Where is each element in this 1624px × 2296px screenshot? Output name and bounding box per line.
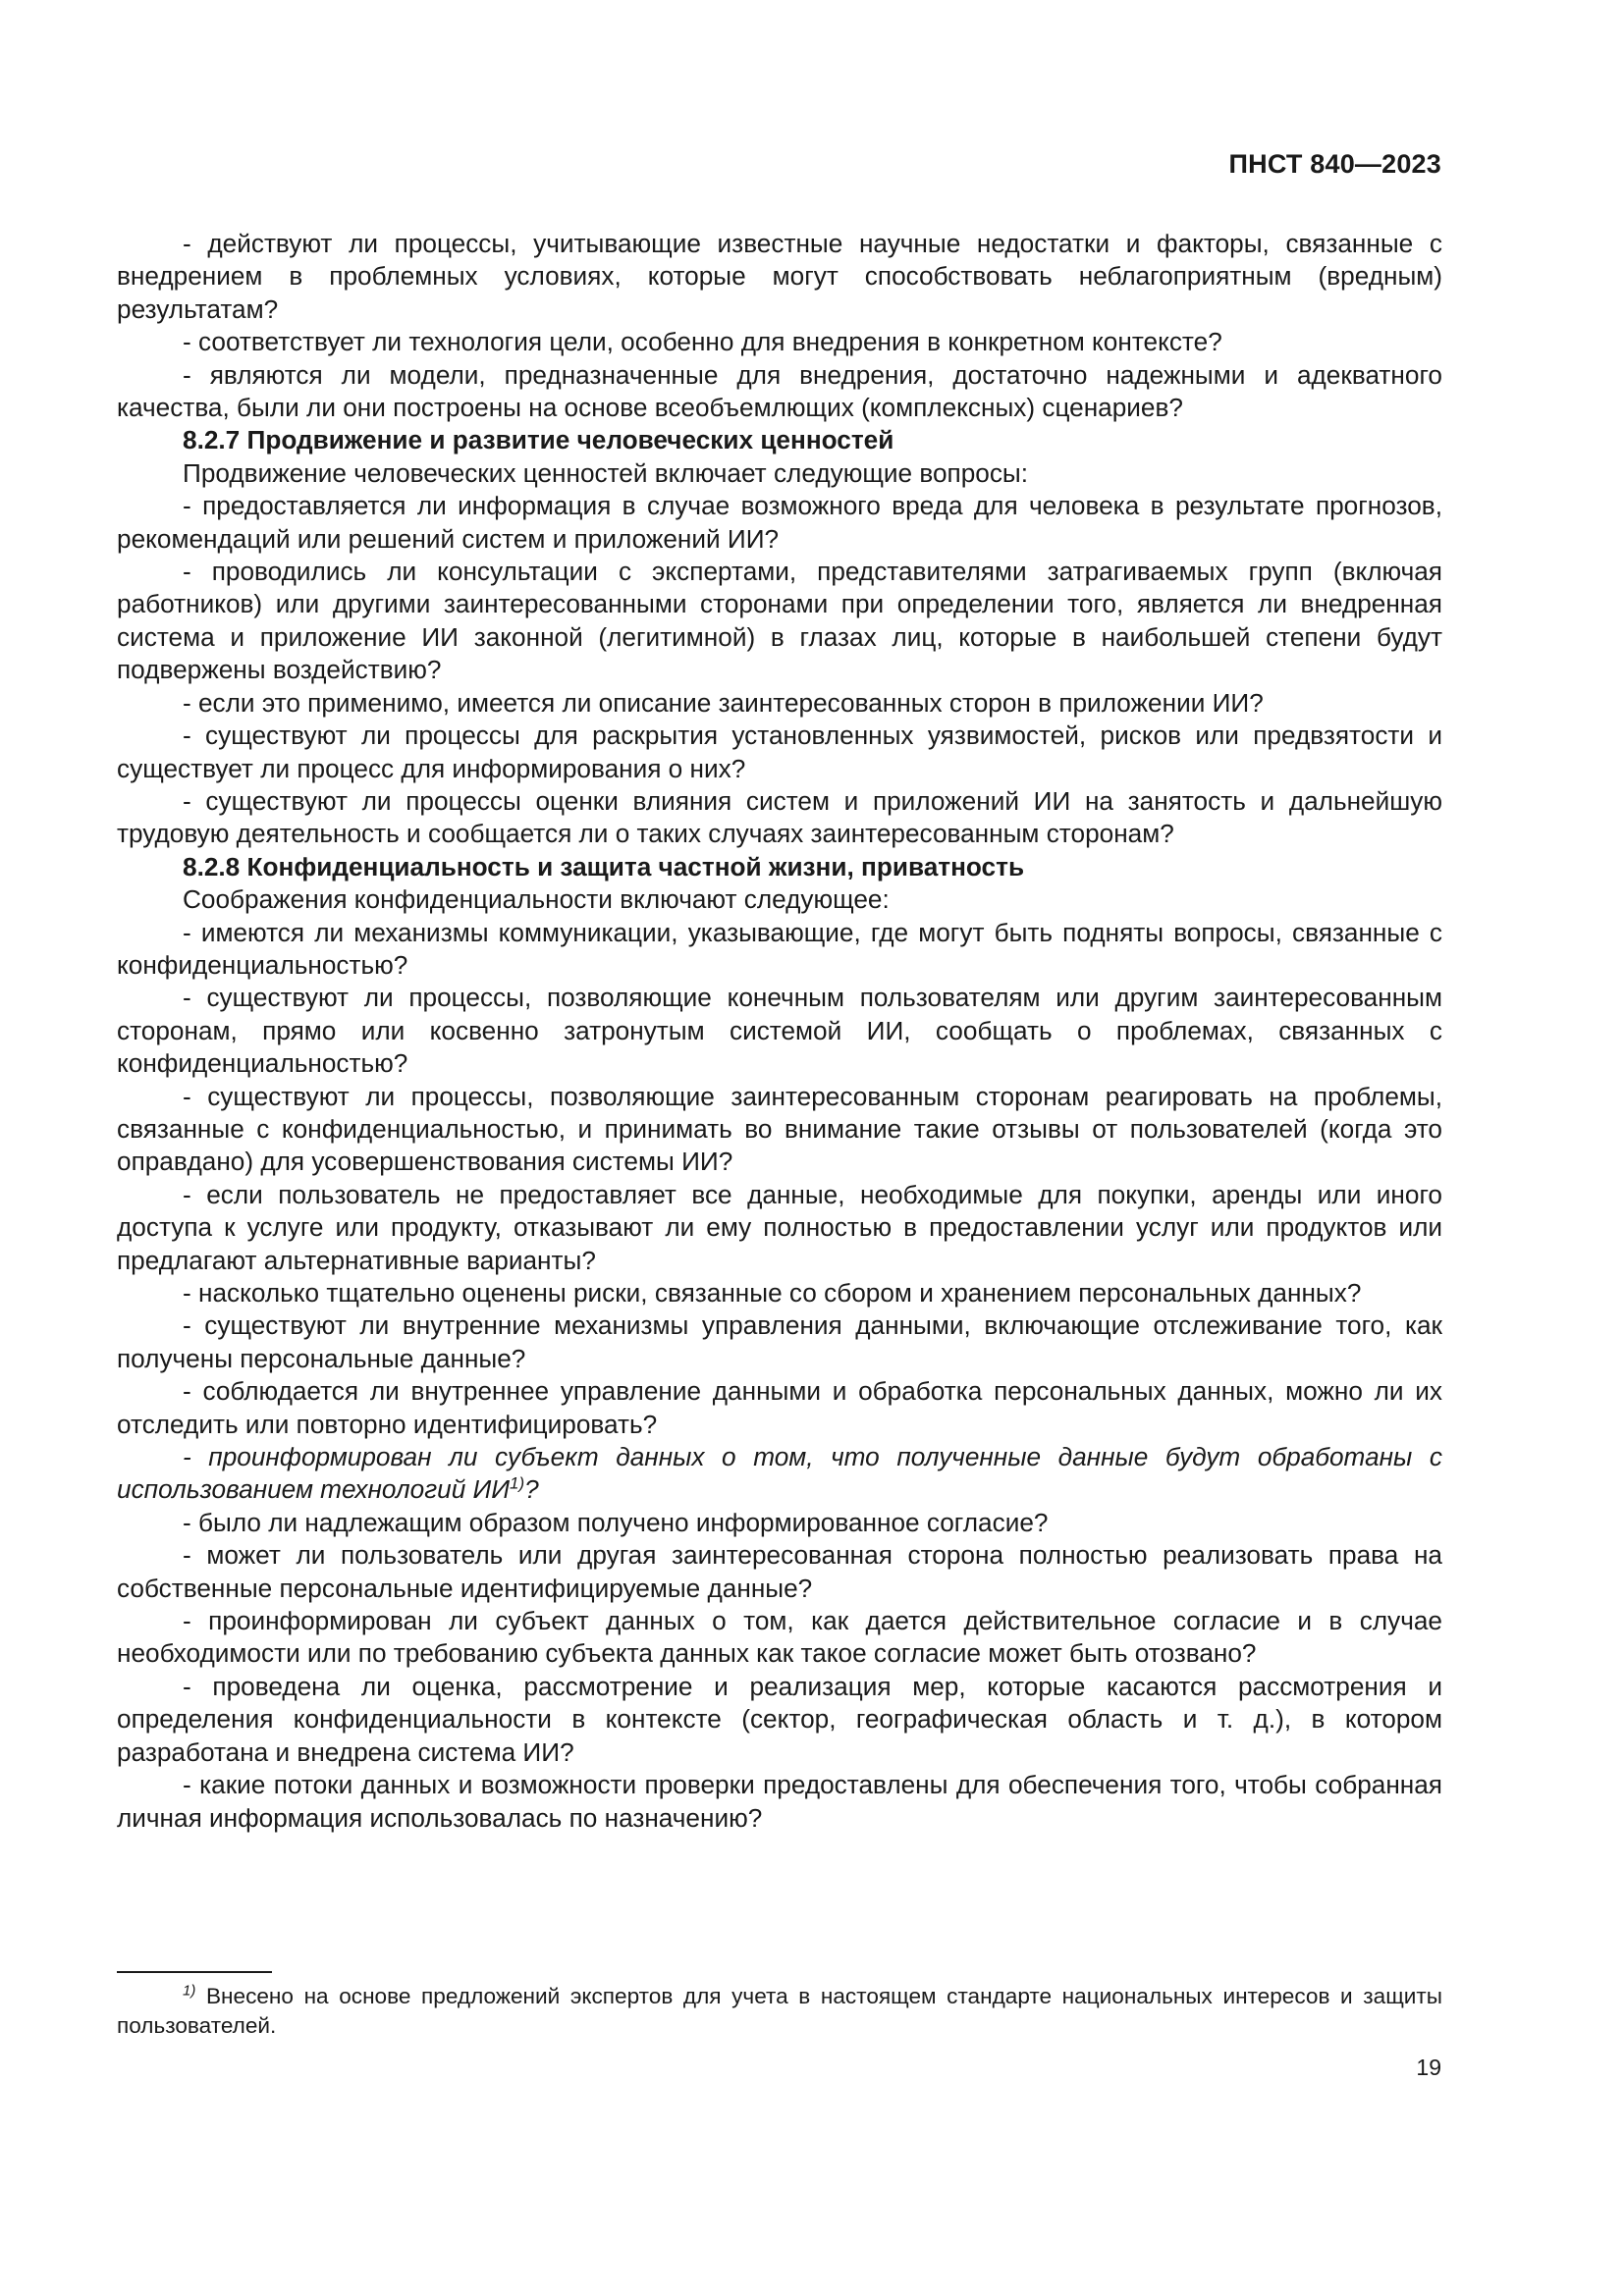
page-number: 19 xyxy=(1416,2055,1441,2080)
list-item: - существуют ли процессы для раскрытия установленных уязвимостей, рисков или предвзятости и существует ли процесс для информирования о них? xyxy=(117,721,1442,783)
list-item: - действуют ли процессы, учитывающие известные научные недостатки и факторы, связанные с внедрением в проблемных условиях, которые могут способствовать неблагоприятным (вредным) результатам? xyxy=(117,229,1442,324)
list-item: - проинформирован ли субъект данных о том, как дается действительное согласие и в случае необходимости или по требованию субъекта данных как такое согласие может быть отозвано? xyxy=(117,1606,1442,1669)
list-item: - проведена ли оценка, рассмотрение и реализация мер, которые касаются рассмотрения и определения конфиденциальности в контексте (сектор, географическая область и т. д.), в котором разработана и внедрена система ИИ? xyxy=(117,1671,1442,1767)
list-item: - было ли надлежащим образом получено информированное согласие? xyxy=(183,1507,1049,1537)
list-item: - если это применимо, имеется ли описание заинтересованных сторон в приложении ИИ? xyxy=(183,687,1264,718)
section-intro: Продвижение человеческих ценностей включает следующие вопросы: xyxy=(183,457,1029,488)
footnote-text: Внесено на основе предложений экспертов для учета в настоящем стандарте национальных интересов и защиты пользователей. xyxy=(117,1984,1443,2038)
list-item: - соответствует ли технология цели, особенно для внедрения в конкретном контексте? xyxy=(183,327,1222,357)
footnote xyxy=(117,1982,1442,2041)
list-item: - может ли пользователь или другая заинтересованная сторона полностью реализовать права на собственные персональные идентифицируемые данные? xyxy=(117,1540,1442,1603)
list-item: - существуют ли процессы, позволяющие конечным пользователям или другим заинтересованным сторонам, прямо или косвенно затронутым системой ИИ, сообщать о проблемах, связанных с конфиденциальностью? xyxy=(117,983,1442,1079)
list-item: - предоставляется ли информация в случае возможного вреда для человека в результате прогнозов, рекомендаций или решений систем и приложений ИИ? xyxy=(117,491,1442,554)
footnote-reference: 1) xyxy=(510,1473,525,1493)
list-item: - насколько тщательно оценены риски, связанные со сбором и хранением персональных данных? xyxy=(183,1278,1362,1308)
section-heading-8-2-7: 8.2.7 Продвижение и развитие человеческих ценностей xyxy=(183,425,894,455)
list-item: - соблюдается ли внутреннее управление данными и обработка персональных данных, можно ли их отследить или повторно идентифицировать? xyxy=(117,1376,1442,1439)
list-item: - существуют ли внутренние механизмы управления данными, включающие отслеживание того, как получены персональные данные? xyxy=(117,1310,1442,1373)
list-item: - если пользователь не предоставляет все данные, необходимые для покупки, аренды или иного доступа к услуге или продукту, отказывают ли ему полностью в предоставлении услуг или продуктов или предлагают альтернативные варианты? xyxy=(117,1179,1442,1275)
list-item: - какие потоки данных и возможности проверки предоставлены для обеспечения того, чтобы собранная личная информация использовалась по назначению? xyxy=(117,1770,1442,1833)
section-intro: Соображения конфиденциальности включают следующее: xyxy=(183,884,890,915)
list-item: - существуют ли процессы оценки влияния систем и приложений ИИ на занятость и дальнейшую трудовую деятельность и сообщается ли о таких случаях заинтересованным сторонам? xyxy=(117,785,1442,849)
section-heading-8-2-8: 8.2.8 Конфиденциальность и защита частной жизни, приватность xyxy=(183,851,1025,881)
footnote-paragraph xyxy=(117,1982,1442,2041)
main-text xyxy=(117,228,1442,1835)
list-item: - проводились ли консультации с экспертами, представителями затрагиваемых групп (включая работников) или другими заинтересованными сторонами при определении того, является ли внедренная система и приложение ИИ законной (легитимной) в глазах лиц, которые в наибольшей степени будут подвержены воздействию? xyxy=(117,557,1442,685)
document-code: ПНСТ 840—2023 xyxy=(1228,149,1441,179)
list-item: - имеются ли механизмы коммуникации, указывающие, где могут быть подняты вопросы, связанные с конфиденциальностью? xyxy=(117,917,1442,980)
list-item: - существуют ли процессы, позволяющие заинтересованным сторонам реагировать на проблемы, связанные с конфиденциальностью, и принимать во внимание такие отзывы от пользователей (когда это оправдано) для усовершенствования системы ИИ? xyxy=(117,1081,1442,1177)
list-item-italic xyxy=(117,1441,1442,1507)
footnote-divider xyxy=(117,1971,272,1973)
list-item: - являются ли модели, предназначенные для внедрения, достаточно надежными и адекватного качества, были ли они построены на основе всеобъемлющих (комплексных) сценариев? xyxy=(117,359,1442,423)
italic-item-end: ? xyxy=(524,1474,539,1505)
italic-item-text: - проинформирован ли субъект данных о том, что полученные данные будут обработаны с использованием технологий ИИ xyxy=(117,1442,1442,1505)
footnote-marker: 1) xyxy=(183,1982,196,2000)
